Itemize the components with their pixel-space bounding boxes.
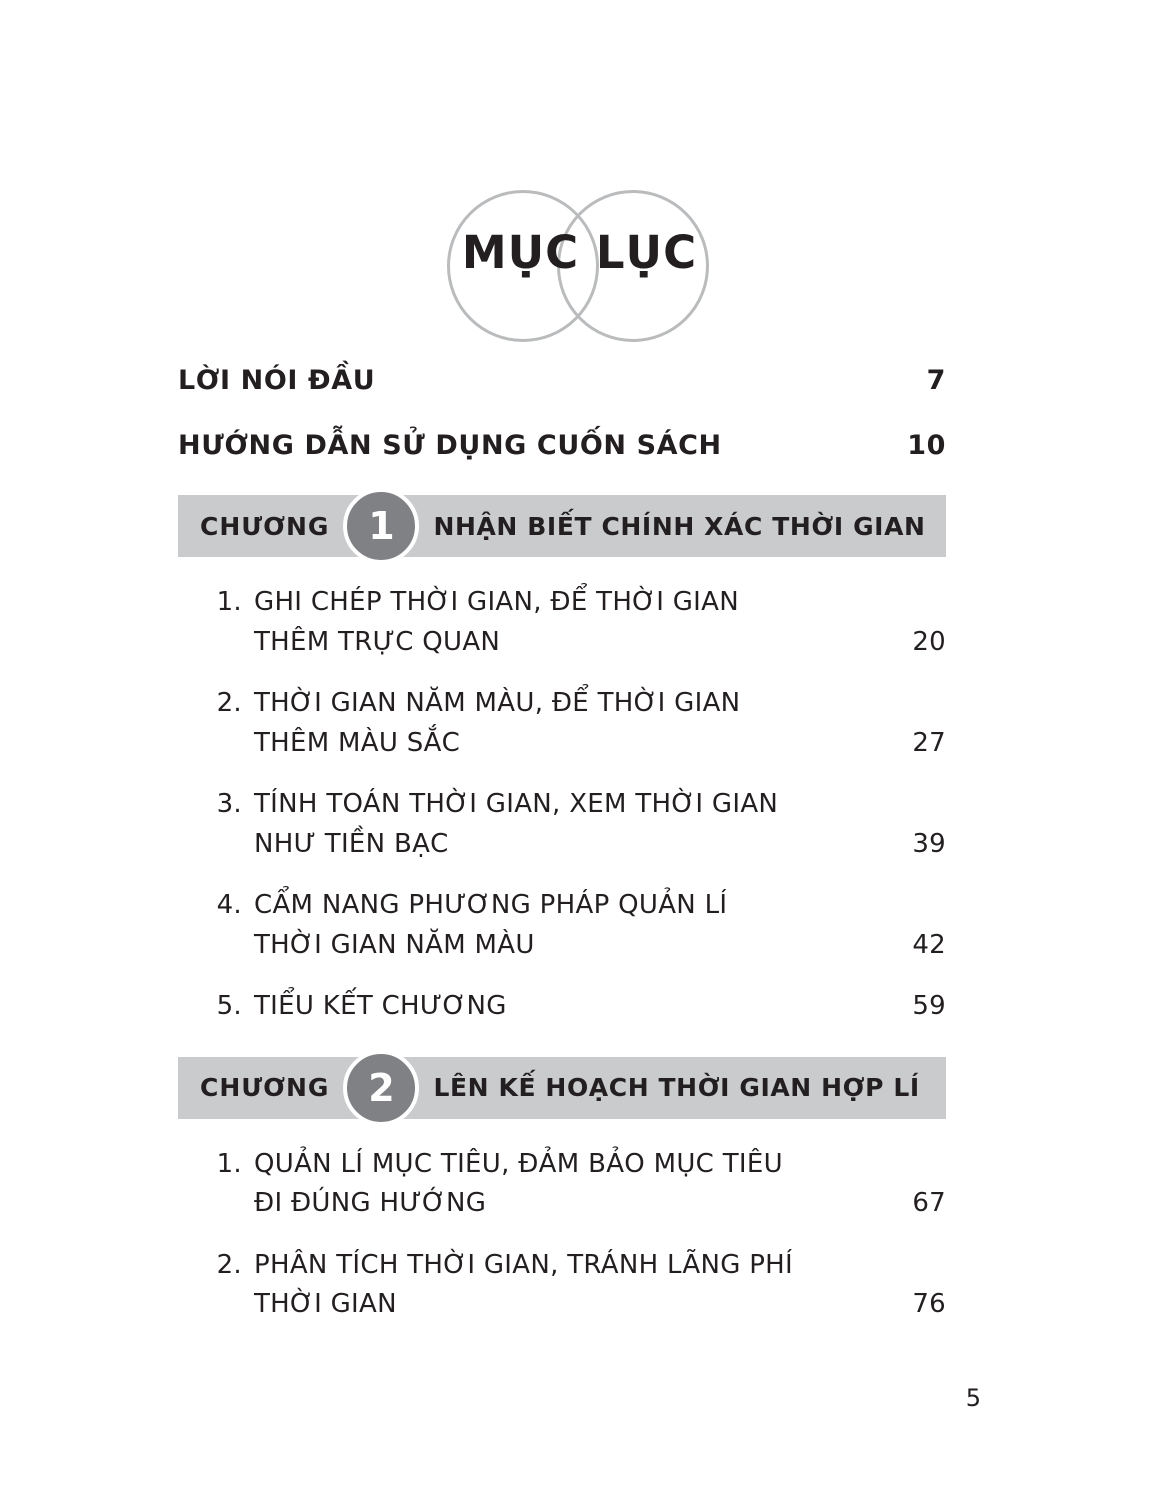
toc-entry-text bbox=[254, 785, 886, 864]
toc-entry-page: 59 bbox=[912, 991, 946, 1022]
toc-entry-number: 2. bbox=[216, 1249, 242, 1280]
toc-entry[interactable] bbox=[178, 583, 946, 662]
page-title: MỤC LỤC bbox=[461, 226, 698, 279]
toc-entry[interactable] bbox=[178, 1246, 946, 1325]
toc-entry-line1: CẨM NANG PHƯƠNG PHÁP QUẢN LÍ bbox=[254, 890, 728, 921]
toc-entry-line2: THÊM TRỰC QUAN bbox=[254, 626, 501, 657]
toc-entry-number: 1. bbox=[216, 1148, 242, 1179]
toc-entry-page: 42 bbox=[912, 929, 946, 960]
toc-entry-line2: THỜI GIAN bbox=[254, 1289, 397, 1320]
toc-entry-page: 67 bbox=[912, 1188, 946, 1219]
toc-entry-number: 3. bbox=[216, 789, 242, 820]
toc-entry-line1: TIỂU KẾT CHƯƠNG bbox=[254, 991, 507, 1022]
chapter-banner bbox=[178, 1057, 946, 1119]
toc-entry[interactable] bbox=[178, 785, 946, 864]
toc-front-row[interactable] bbox=[178, 430, 946, 461]
toc-entry-line2: ĐI ĐÚNG HƯỚNG bbox=[254, 1188, 487, 1219]
toc-front-page: 10 bbox=[907, 430, 946, 461]
toc-entry-text bbox=[254, 1145, 886, 1224]
title-block bbox=[0, 178, 1159, 388]
chapter-title: LÊN KẾ HOẠCH THỜI GIAN HỢP LÍ bbox=[433, 1073, 920, 1103]
toc-entry-text bbox=[254, 583, 886, 662]
toc-front-page: 7 bbox=[926, 365, 946, 396]
chapter-word: CHƯƠNG bbox=[200, 1073, 330, 1103]
toc-entry-number: 5. bbox=[216, 991, 242, 1022]
toc-entry-number: 4. bbox=[216, 890, 242, 921]
toc-entry[interactable] bbox=[178, 684, 946, 763]
toc-entry-line1: PHÂN TÍCH THỜI GIAN, TRÁNH LÃNG PHÍ bbox=[254, 1249, 794, 1280]
toc-entry-page: 27 bbox=[912, 727, 946, 758]
toc-entry-line1: TÍNH TOÁN THỜI GIAN, XEM THỜI GIAN bbox=[254, 789, 779, 820]
toc-entry-text bbox=[254, 684, 886, 763]
toc-entry-line1: THỜI GIAN NĂM MÀU, ĐỂ THỜI GIAN bbox=[254, 688, 741, 719]
toc-front-label: LỜI NÓI ĐẦU bbox=[178, 365, 376, 396]
toc-entry-text bbox=[254, 1246, 886, 1325]
toc-entry-page: 39 bbox=[912, 828, 946, 859]
toc-entry-number: 2. bbox=[216, 688, 242, 719]
toc-front-row[interactable] bbox=[178, 365, 946, 396]
toc-content bbox=[178, 365, 946, 1347]
toc-entry-line1: GHI CHÉP THỜI GIAN, ĐỂ THỜI GIAN bbox=[254, 587, 739, 617]
toc-entry-text bbox=[254, 886, 886, 965]
toc-entry-line2: NHƯ TIỀN BẠC bbox=[254, 828, 449, 859]
toc-entry-page: 76 bbox=[912, 1289, 946, 1320]
toc-entry[interactable] bbox=[178, 1145, 946, 1224]
toc-entry[interactable] bbox=[178, 886, 946, 965]
toc-entry-line2: THÊM MÀU SẮC bbox=[254, 727, 461, 758]
toc-entry-page: 20 bbox=[912, 626, 946, 657]
chapter-title: NHẬN BIẾT CHÍNH XÁC THỜI GIAN bbox=[433, 511, 926, 541]
chapter-banner bbox=[178, 495, 946, 557]
toc-entry-line1: QUẢN LÍ MỤC TIÊU, ĐẢM BẢO MỤC TIÊU bbox=[254, 1148, 783, 1179]
toc-entry[interactable] bbox=[178, 987, 946, 1027]
toc-front-label: HƯỚNG DẪN SỬ DỤNG CUỐN SÁCH bbox=[178, 430, 722, 461]
toc-entry-text bbox=[254, 987, 886, 1027]
toc-entry-number: 1. bbox=[216, 587, 242, 617]
chapter-number-badge: 1 bbox=[343, 488, 419, 564]
chapter-word: CHƯƠNG bbox=[200, 511, 330, 541]
toc-entry-line2: THỜI GIAN NĂM MÀU bbox=[254, 929, 535, 960]
page-number: 5 bbox=[965, 1384, 981, 1412]
chapter-number-badge: 2 bbox=[343, 1050, 419, 1126]
